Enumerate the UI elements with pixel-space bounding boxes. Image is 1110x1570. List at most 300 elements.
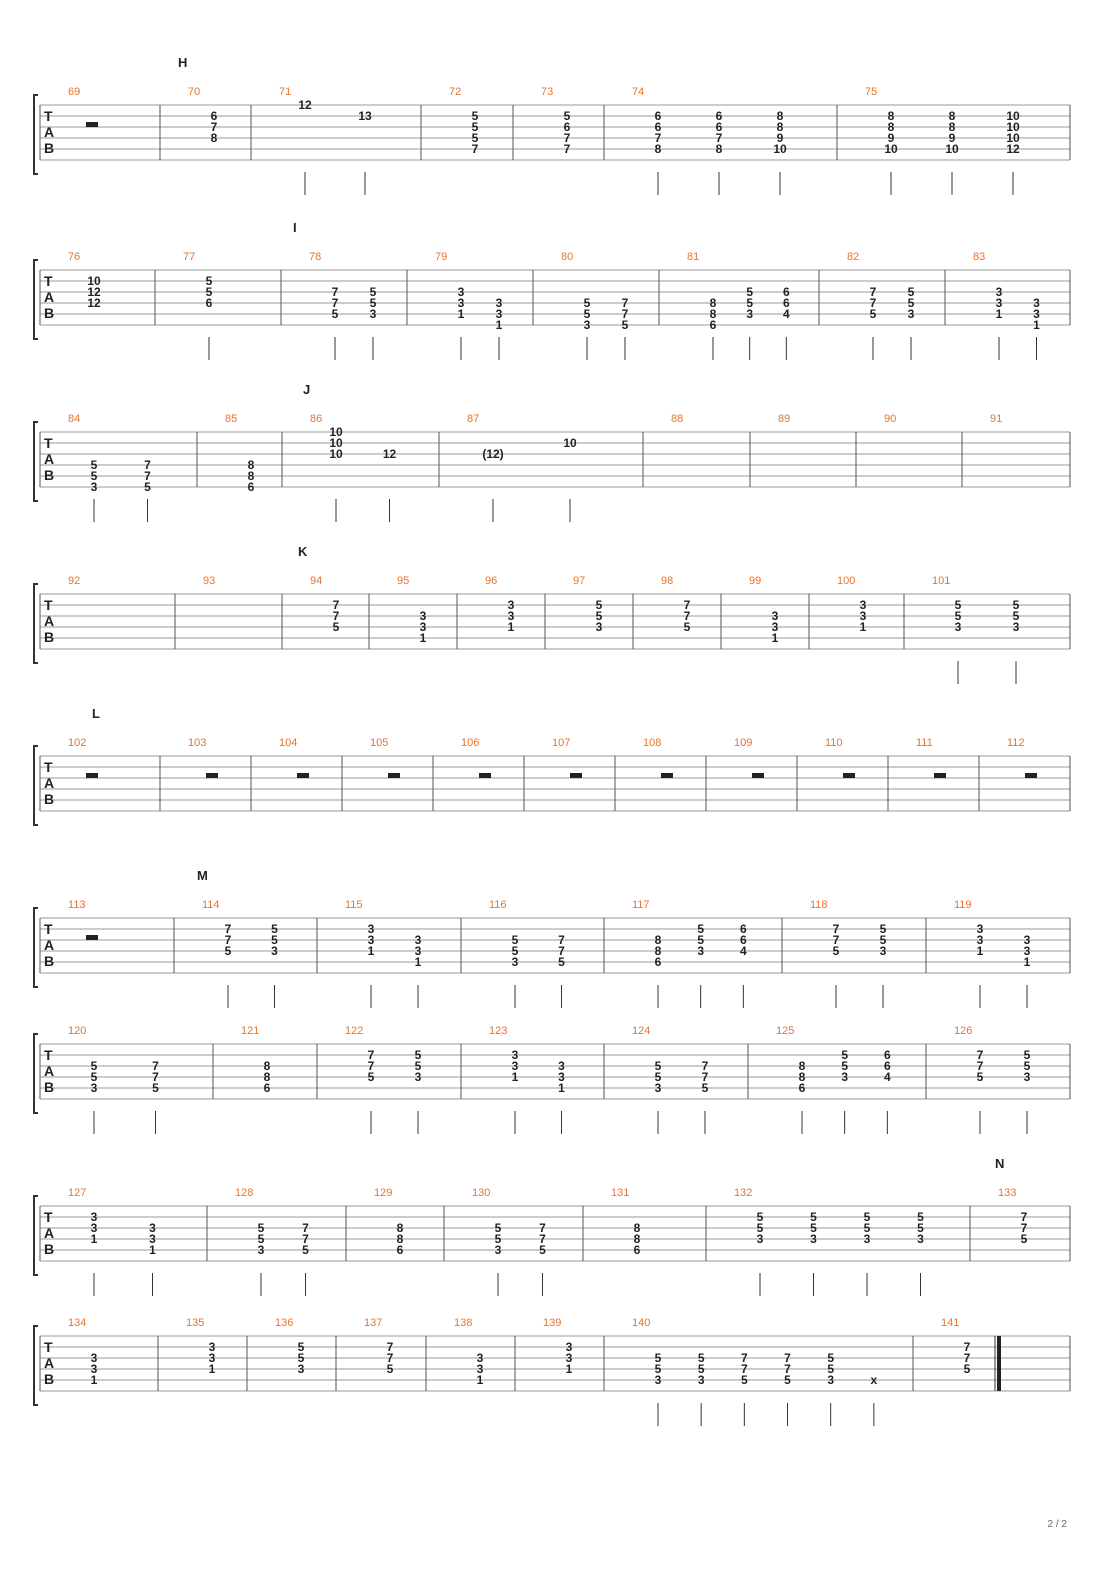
fret-number: 7 <box>331 285 339 299</box>
whole-rest <box>86 773 98 778</box>
measure-number: 105 <box>370 737 389 749</box>
fret-number: 9 <box>948 131 956 145</box>
fret-number: 7 <box>715 131 723 145</box>
fret-number: 6 <box>883 1059 891 1073</box>
fret-number: 3 <box>369 307 377 321</box>
fret-number: 5 <box>697 933 705 947</box>
whole-rest <box>86 122 98 127</box>
fret-number: 1 <box>367 944 375 958</box>
fret-number: 8 <box>396 1221 404 1235</box>
tab-clef-letter: B <box>44 791 55 807</box>
fret-number: 5 <box>205 285 213 299</box>
fret-number: 3 <box>90 1081 98 1095</box>
fret-number: 3 <box>595 620 603 634</box>
measure-number: 116 <box>489 899 507 911</box>
measure-number: 130 <box>472 1187 491 1199</box>
measure-number: 111 <box>916 737 933 749</box>
fret-number: 1 <box>476 1373 484 1387</box>
measure-number: 88 <box>671 413 684 425</box>
fret-number: 3 <box>976 922 984 936</box>
fret-number: 3 <box>697 944 705 958</box>
fret-number: 3 <box>771 620 779 634</box>
fret-number: 3 <box>1033 296 1040 310</box>
measure-number: 75 <box>865 86 878 98</box>
fret-number: 5 <box>879 933 887 947</box>
measure-number: 72 <box>449 86 462 98</box>
fret-number: 3 <box>419 609 427 623</box>
fret-number: 3 <box>90 1210 98 1224</box>
fret-number: 1 <box>511 1070 519 1084</box>
fret-number: 7 <box>784 1351 791 1365</box>
fret-number: 5 <box>746 296 754 310</box>
measure-number: 85 <box>225 413 238 425</box>
fret-number: 1 <box>208 1362 216 1376</box>
fret-number: 3 <box>1023 944 1031 958</box>
measure-number: 118 <box>810 899 828 911</box>
measure-number: 103 <box>188 737 207 749</box>
fret-number: 5 <box>563 109 571 123</box>
fret-number: 7 <box>367 1048 375 1062</box>
system-bracket <box>34 95 38 174</box>
fret-number: 3 <box>457 285 465 299</box>
fret-number: 7 <box>563 142 571 156</box>
measure-number: 95 <box>397 575 410 587</box>
section-marker: L <box>92 706 100 721</box>
fret-number: 3 <box>756 1232 764 1246</box>
fret-number: 9 <box>887 131 895 145</box>
fret-number: 3 <box>859 598 867 612</box>
fret-number: 3 <box>995 296 1003 310</box>
fret-number: 3 <box>90 480 98 494</box>
tab-clef-letter: B <box>44 629 55 645</box>
fret-number: 3 <box>208 1340 216 1354</box>
fret-number: 7 <box>539 1232 546 1246</box>
fret-number: 5 <box>869 307 877 321</box>
fret-number: (12) <box>482 447 504 461</box>
fret-number: 6 <box>210 109 218 123</box>
fret-number: 7 <box>784 1362 791 1376</box>
fret-number: 5 <box>583 307 591 321</box>
fret-number: 12 <box>382 447 397 461</box>
fret-number: 7 <box>1020 1210 1028 1224</box>
tab-clef-letter: T <box>44 759 53 775</box>
measure-number: 73 <box>541 86 554 98</box>
fret-number: 3 <box>917 1232 924 1246</box>
section-marker: N <box>995 1156 1005 1171</box>
measure-number: 133 <box>998 1187 1017 1199</box>
tab-clef-letter: T <box>44 921 53 937</box>
measure-number: 104 <box>279 737 298 749</box>
fret-number: 5 <box>494 1221 502 1235</box>
fret-number: 7 <box>144 469 151 483</box>
fret-number: 5 <box>832 944 840 958</box>
measure-number: 80 <box>561 251 574 263</box>
fret-number: 6 <box>247 480 255 494</box>
fret-number: 7 <box>558 933 565 947</box>
measure-number: 129 <box>374 1187 393 1199</box>
measure-number: 140 <box>632 1317 651 1329</box>
measure-number: 127 <box>68 1187 87 1199</box>
measure-number: 117 <box>632 899 650 911</box>
fret-number: 10 <box>1006 120 1020 134</box>
measure-number: 141 <box>941 1317 960 1329</box>
fret-number: 6 <box>396 1243 404 1257</box>
whole-rest <box>206 773 218 778</box>
fret-number: 7 <box>302 1221 309 1235</box>
fret-number: 5 <box>144 480 151 494</box>
fret-number: 8 <box>247 469 255 483</box>
fret-number: 5 <box>511 933 519 947</box>
fret-number: 6 <box>715 109 723 123</box>
fret-number: 5 <box>367 1070 375 1084</box>
fret-number: 3 <box>995 285 1003 299</box>
fret-number: 5 <box>414 1059 422 1073</box>
fret-number: 6 <box>782 296 790 310</box>
section-marker: K <box>298 544 308 559</box>
fret-number: 7 <box>832 933 840 947</box>
fret-number: 7 <box>558 944 565 958</box>
fret-number: 5 <box>511 944 519 958</box>
fret-number: 5 <box>654 1070 662 1084</box>
fret-number: 5 <box>907 296 915 310</box>
fret-number: 3 <box>583 318 591 332</box>
system-bracket <box>34 1196 38 1275</box>
fret-number: 5 <box>271 922 278 936</box>
fret-number: 5 <box>917 1210 924 1224</box>
fret-number: 5 <box>654 1351 662 1365</box>
fret-number: x <box>870 1373 878 1387</box>
tab-clef-letter: A <box>44 775 55 791</box>
whole-rest <box>479 773 491 778</box>
fret-number: 10 <box>329 425 343 439</box>
fret-number: 10 <box>87 274 101 288</box>
fret-number: 3 <box>1012 620 1020 634</box>
fret-number: 3 <box>907 307 915 321</box>
measure-number: 110 <box>825 737 843 749</box>
fret-number: 3 <box>771 609 779 623</box>
fret-number: 5 <box>841 1048 849 1062</box>
fret-number: 5 <box>621 318 629 332</box>
fret-number: 7 <box>539 1221 546 1235</box>
fret-number: 5 <box>205 274 213 288</box>
fret-number: 5 <box>539 1243 546 1257</box>
fret-number: 5 <box>152 1081 159 1095</box>
fret-number: 3 <box>476 1351 484 1365</box>
section-marker: J <box>303 382 311 397</box>
fret-number: 5 <box>701 1081 709 1095</box>
fret-number: 5 <box>1012 598 1020 612</box>
fret-number: 3 <box>654 1081 662 1095</box>
fret-number: 3 <box>476 1362 484 1376</box>
fret-number: 1 <box>419 631 427 645</box>
fret-number: 5 <box>1020 1232 1028 1246</box>
fret-number: 3 <box>879 944 887 958</box>
fret-number: 1 <box>558 1081 565 1095</box>
measure-number: 121 <box>241 1025 260 1037</box>
fret-number: 3 <box>419 620 427 634</box>
fret-number: 7 <box>740 1351 748 1365</box>
fret-number: 7 <box>332 598 340 612</box>
fret-number: 6 <box>883 1048 891 1062</box>
fret-number: 1 <box>457 307 465 321</box>
fret-number: 3 <box>414 933 422 947</box>
fret-number: 3 <box>414 944 422 958</box>
fret-number: 8 <box>654 933 662 947</box>
measure-number: 138 <box>454 1317 473 1329</box>
measure-number: 87 <box>467 413 480 425</box>
measure-number: 102 <box>68 737 87 749</box>
fret-number: 8 <box>263 1070 271 1084</box>
fret-number: 6 <box>263 1081 271 1095</box>
fret-number: 5 <box>1023 1059 1031 1073</box>
measure-number: 115 <box>345 899 363 911</box>
measure-number: 91 <box>990 413 1003 425</box>
fret-number: 9 <box>776 131 784 145</box>
fret-number: 3 <box>746 307 754 321</box>
tab-clef-letter: T <box>44 1209 53 1225</box>
fret-number: 3 <box>495 296 503 310</box>
fret-number: 5 <box>917 1221 924 1235</box>
system-bracket <box>34 908 38 987</box>
fret-number: 7 <box>1020 1221 1028 1235</box>
fret-number: 3 <box>565 1351 573 1365</box>
fret-number: 8 <box>396 1232 404 1246</box>
measure-number: 96 <box>485 575 498 587</box>
fret-number: 1 <box>90 1373 98 1387</box>
fret-number: 1 <box>565 1362 573 1376</box>
fret-number: 8 <box>798 1059 806 1073</box>
fret-number: 3 <box>841 1070 849 1084</box>
tab-clef-letter: B <box>44 305 55 321</box>
fret-number: 5 <box>471 109 479 123</box>
fret-number: 6 <box>739 922 747 936</box>
whole-rest <box>843 773 855 778</box>
fret-number: 6 <box>654 955 662 969</box>
fret-number: 7 <box>367 1059 375 1073</box>
fret-number: 3 <box>810 1232 817 1246</box>
fret-number: 3 <box>507 598 515 612</box>
fret-number: 5 <box>595 609 603 623</box>
fret-number: 5 <box>471 120 479 134</box>
fret-number: 1 <box>976 944 984 958</box>
fret-number: 6 <box>715 120 723 134</box>
measure-number: 114 <box>202 899 220 911</box>
fret-number: 12 <box>87 296 101 310</box>
measure-number: 136 <box>275 1317 294 1329</box>
fret-number: 5 <box>654 1362 662 1376</box>
tab-clef-letter: A <box>44 1355 55 1371</box>
fret-number: 3 <box>90 1351 98 1365</box>
fret-number: 8 <box>798 1070 806 1084</box>
measure-number: 135 <box>186 1317 205 1329</box>
fret-number: 3 <box>90 1221 98 1235</box>
fret-number: 5 <box>90 469 98 483</box>
fret-number: 3 <box>654 1373 662 1387</box>
fret-number: 7 <box>224 922 232 936</box>
fret-number: 3 <box>367 933 375 947</box>
tab-clef-letter: A <box>44 613 55 629</box>
fret-number: 5 <box>756 1210 764 1224</box>
fret-number: 8 <box>887 109 895 123</box>
fret-number: 3 <box>1023 933 1031 947</box>
measure-number: 123 <box>489 1025 508 1037</box>
fret-number: 6 <box>798 1081 806 1095</box>
system-bracket <box>34 584 38 663</box>
fret-number: 8 <box>715 142 723 156</box>
measure-number: 113 <box>68 899 86 911</box>
fret-number: 1 <box>995 307 1003 321</box>
fret-number: 3 <box>149 1221 156 1235</box>
fret-number: 3 <box>507 609 515 623</box>
measure-number: 126 <box>954 1025 973 1037</box>
measure-number: 89 <box>778 413 791 425</box>
measure-number: 77 <box>183 251 196 263</box>
fret-number: 7 <box>701 1059 709 1073</box>
measure-number: 124 <box>632 1025 651 1037</box>
measure-number: 90 <box>884 413 897 425</box>
fret-number: 10 <box>329 436 343 450</box>
measure-number: 108 <box>643 737 662 749</box>
measure-number: 99 <box>749 575 762 587</box>
measure-number: 93 <box>203 575 216 587</box>
fret-number: 12 <box>1006 142 1020 156</box>
fret-number: 3 <box>511 1059 519 1073</box>
section-marker: H <box>178 55 188 70</box>
measure-number: 112 <box>1007 737 1025 749</box>
fret-number: 5 <box>746 285 754 299</box>
fret-number: 5 <box>954 609 962 623</box>
fret-number: 5 <box>697 1362 705 1376</box>
fret-number: 5 <box>827 1362 835 1376</box>
fret-number: 5 <box>90 458 98 472</box>
tab-clef-letter: T <box>44 1339 53 1355</box>
measure-number: 79 <box>435 251 448 263</box>
whole-rest <box>1025 773 1037 778</box>
measure-number: 134 <box>68 1317 87 1329</box>
whole-rest <box>297 773 309 778</box>
measure-number: 131 <box>611 1187 630 1199</box>
tab-clef-letter: A <box>44 124 55 140</box>
fret-number: 3 <box>494 1243 502 1257</box>
fret-number: 7 <box>832 922 840 936</box>
fret-number: 7 <box>869 296 877 310</box>
fret-number: 1 <box>149 1243 156 1257</box>
fret-number: 3 <box>1023 1070 1031 1084</box>
fret-number: 8 <box>709 296 717 310</box>
measure-number: 119 <box>954 899 972 911</box>
tab-clef-letter: T <box>44 273 53 289</box>
fret-number: 5 <box>810 1210 817 1224</box>
fret-number: 3 <box>697 1373 705 1387</box>
fret-number: 8 <box>210 131 218 145</box>
measure-number: 109 <box>734 737 753 749</box>
tab-clef-letter: T <box>44 597 53 613</box>
measure-number: 125 <box>776 1025 795 1037</box>
measure-number: 101 <box>932 575 951 587</box>
measure-number: 132 <box>734 1187 753 1199</box>
fret-number: 5 <box>756 1221 764 1235</box>
fret-number: 5 <box>297 1351 305 1365</box>
fret-number: 8 <box>633 1221 641 1235</box>
fret-number: 7 <box>471 142 479 156</box>
fret-number: 8 <box>654 142 662 156</box>
fret-number: 3 <box>414 1070 422 1084</box>
measure-number: 107 <box>552 737 571 749</box>
fret-number: 3 <box>558 1070 565 1084</box>
fret-number: 5 <box>471 131 479 145</box>
fret-number: 7 <box>963 1340 971 1354</box>
tab-clef-letter: A <box>44 1225 55 1241</box>
fret-number: 10 <box>945 142 959 156</box>
fret-number: 5 <box>810 1221 817 1235</box>
whole-rest <box>661 773 673 778</box>
fret-number: 7 <box>386 1351 394 1365</box>
fret-number: 5 <box>654 1059 662 1073</box>
fret-number: 13 <box>358 109 372 123</box>
fret-number: 1 <box>859 620 867 634</box>
fret-number: 5 <box>1023 1048 1031 1062</box>
fret-number: 1 <box>1033 318 1040 332</box>
measure-number: 97 <box>573 575 586 587</box>
fret-number: 5 <box>302 1243 309 1257</box>
page-number: 2 / 2 <box>1047 1519 1067 1530</box>
system-bracket <box>34 746 38 825</box>
fret-number: 5 <box>257 1221 265 1235</box>
fret-number: 8 <box>247 458 255 472</box>
fret-number: 5 <box>827 1351 835 1365</box>
tab-clef-letter: B <box>44 953 55 969</box>
fret-number: 8 <box>948 109 956 123</box>
section-marker: M <box>197 868 208 883</box>
fret-number: 8 <box>887 120 895 134</box>
fret-number: 3 <box>495 307 503 321</box>
measure-number: 128 <box>235 1187 254 1199</box>
fret-number: 7 <box>701 1070 709 1084</box>
measure-number: 78 <box>309 251 322 263</box>
fret-number: 8 <box>633 1232 641 1246</box>
fret-number: 5 <box>369 285 377 299</box>
whole-rest <box>752 773 764 778</box>
fret-number: 5 <box>697 1351 705 1365</box>
fret-number: 3 <box>954 620 962 634</box>
fret-number: 3 <box>457 296 465 310</box>
fret-number: 3 <box>257 1243 265 1257</box>
fret-number: 3 <box>297 1362 305 1376</box>
measure-number: 69 <box>68 86 81 98</box>
measure-number: 76 <box>68 251 81 263</box>
measure-number: 86 <box>310 413 323 425</box>
fret-number: 7 <box>386 1340 394 1354</box>
tab-clef-letter: A <box>44 937 55 953</box>
tab-clef-letter: B <box>44 1241 55 1257</box>
fret-number: 3 <box>976 933 984 947</box>
fret-number: 7 <box>563 131 571 145</box>
tab-clef-letter: T <box>44 435 53 451</box>
fret-number: 5 <box>224 944 232 958</box>
fret-number: 1 <box>414 955 422 969</box>
fret-number: 5 <box>271 933 278 947</box>
fret-number: 3 <box>271 944 278 958</box>
measure-number: 94 <box>310 575 323 587</box>
fret-number: 5 <box>90 1059 98 1073</box>
fret-number: 6 <box>633 1243 641 1257</box>
tab-clef-letter: B <box>44 1079 55 1095</box>
fret-number: 7 <box>224 933 232 947</box>
measure-number: 106 <box>461 737 480 749</box>
fret-number: 5 <box>494 1232 502 1246</box>
measure-number: 84 <box>68 413 81 425</box>
fret-number: 8 <box>776 109 784 123</box>
